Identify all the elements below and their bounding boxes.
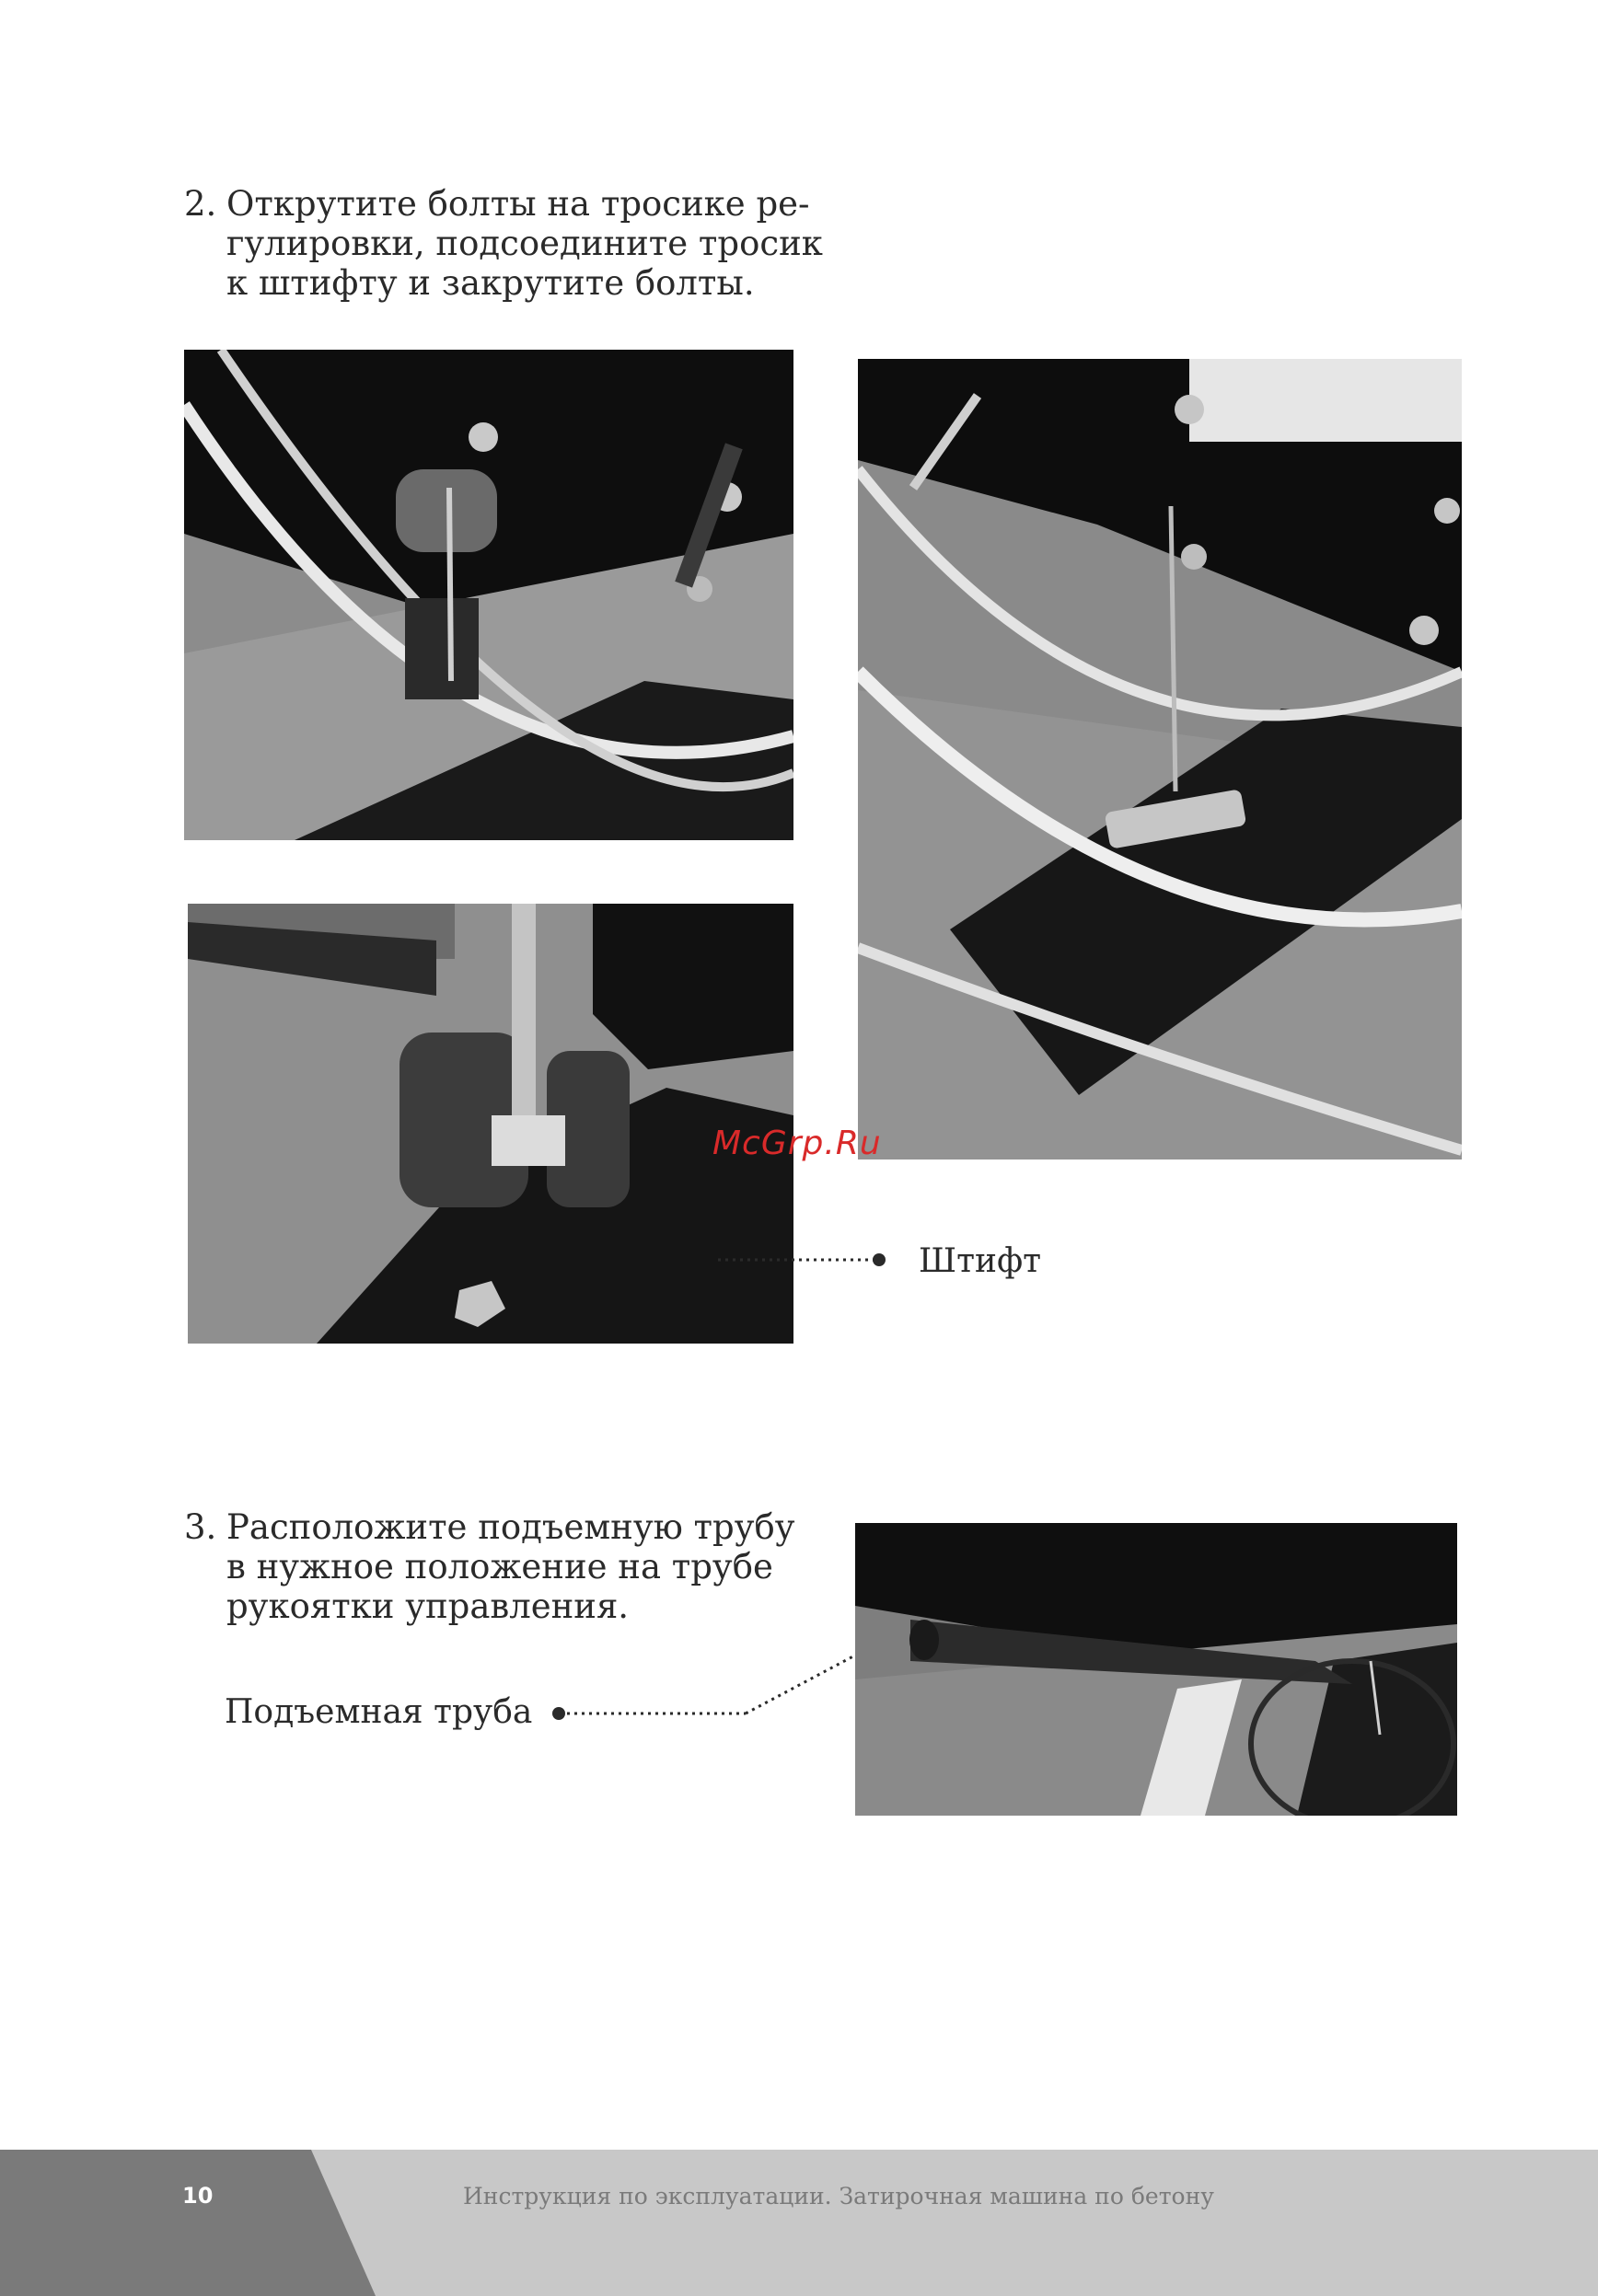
step-2-number: 2. [184, 184, 217, 224]
photo-pin-closeup [188, 904, 793, 1344]
callout-lift-tube-label: Подъемная труба [225, 1693, 533, 1731]
step-3-instruction [184, 1507, 795, 1626]
step-3-line-2: в нужное положение на трубе [226, 1547, 773, 1586]
callout-pin-label: Штифт [919, 1242, 1042, 1280]
step-2-line-2: гулировки, подсоедините тросик [226, 224, 823, 263]
step-3-line-1: Расположите подъемную трубу [226, 1507, 795, 1547]
step-3-number: 3. [184, 1507, 217, 1547]
page-number: 10 [182, 2183, 214, 2209]
step-3-line-3: рукоятки управления. [226, 1586, 630, 1626]
step-2-instruction [184, 184, 823, 303]
footer-title: Инструкция по эксплуатации. Затирочная машина по бетону [463, 2183, 1214, 2209]
page-footer [0, 2150, 1598, 2296]
photo-lift-tube [855, 1523, 1457, 1816]
step-2-line-3: к штифту и закрутите болты. [226, 263, 755, 303]
watermark: McGrp.Ru [712, 1125, 882, 1162]
photo-cable-t-handle [858, 359, 1462, 1160]
photo-cable-bolts [184, 350, 793, 840]
step-2-line-1: Открутите болты на тросике ре- [226, 184, 810, 224]
